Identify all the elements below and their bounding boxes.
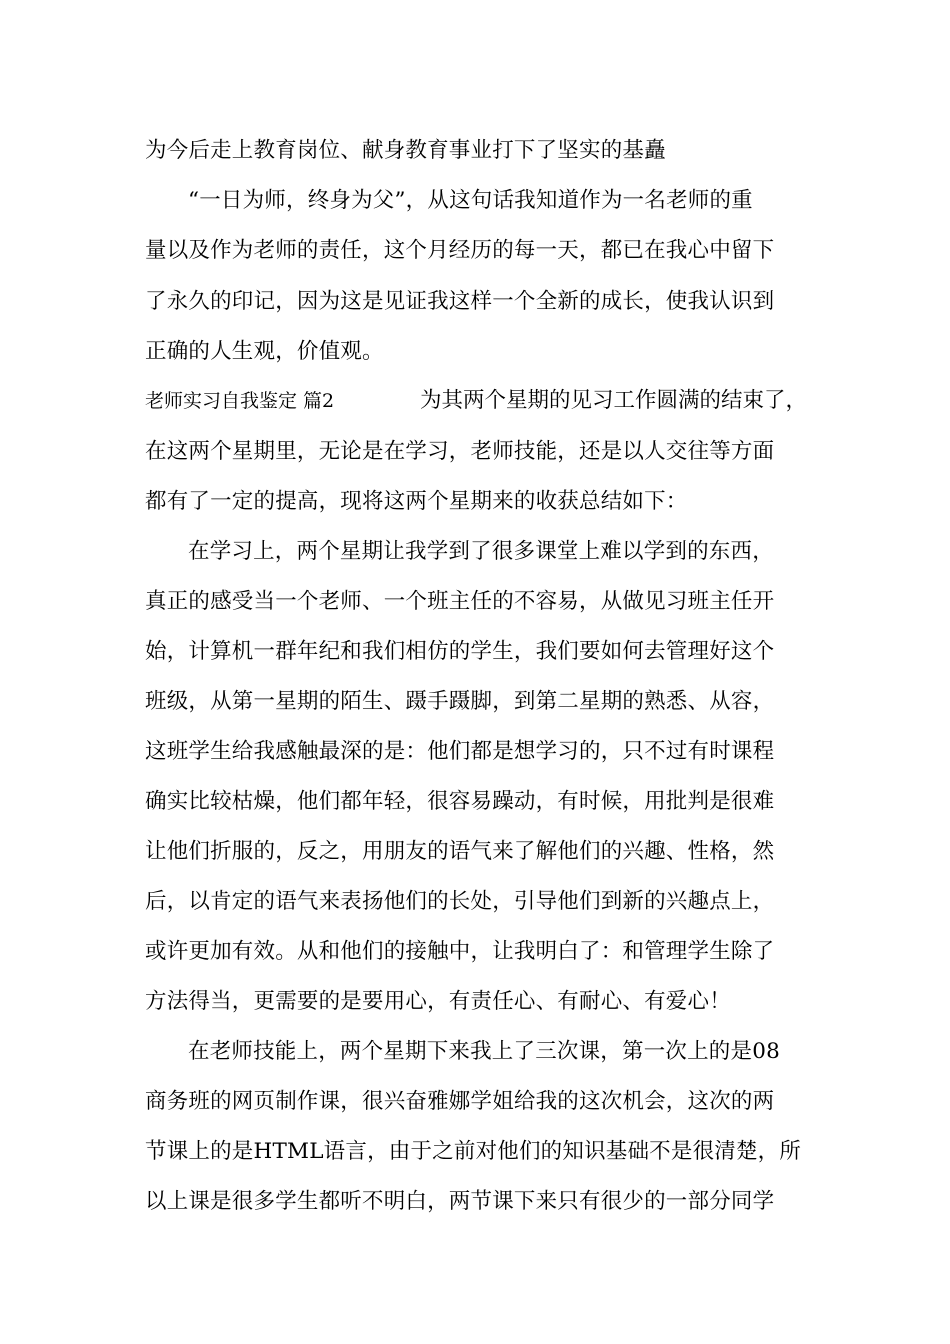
text-line: 都有了一定的提高，现将这两个星期来的收获总结如下：: [145, 489, 688, 514]
text-line: 这班学生给我感触最深的是：他们都是想学习的，只不过有时课程: [145, 739, 775, 764]
text-line: 节课上的是HTML语言，由于之前对他们的知识基础不是很清楚，所: [145, 1139, 802, 1164]
text-line: 在这两个星期里，无论是在学习，老师技能，还是以人交往等方面: [145, 439, 775, 464]
text-line: 为今后走上教育岗位、献身教育事业打下了坚实的基矗: [145, 138, 666, 163]
text-line: 让他们折服的，反之，用朋友的语气来了解他们的兴趣、性格，然: [145, 839, 775, 864]
text-line: 确实比较枯燥，他们都年轻，很容易躁动，有时候，用批判是很难: [145, 789, 775, 814]
text-line: 在学习上，两个星期让我学到了很多课堂上难以学到的东西，: [188, 539, 774, 564]
text-line: “一日为师，终身为父”，从这句话我知道作为一名老师的重: [188, 188, 753, 213]
text-line: 班级，从第一星期的陌生、蹑手蹑脚，到第二星期的熟悉、从容，: [145, 689, 775, 714]
text-line: 为其两个星期的见习工作圆满的结束了，: [420, 388, 808, 413]
text-line: 后，以肯定的语气来表扬他们的长处，引导他们到新的兴趣点上，: [145, 889, 775, 914]
text-line: 以上课是很多学生都听不明白，两节课下来只有很少的一部分同学: [145, 1189, 775, 1214]
text-line: 或许更加有效。从和他们的接触中，让我明白了：和管理学生除了: [145, 939, 775, 964]
text-line: 方法得当，更需要的是要用心，有责任心、有耐心、有爱心！: [145, 989, 731, 1014]
text-line: 商务班的网页制作课，很兴奋雅娜学姐给我的这次机会，这次的两: [145, 1089, 775, 1114]
text-line: 真正的感受当一个老师、一个班主任的不容易，从做见习班主任开: [145, 589, 775, 614]
text-line: 了永久的印记，因为这是见证我这样一个全新的成长，使我认识到: [145, 289, 775, 314]
text-line: 始，计算机一群年纪和我们相仿的学生，我们要如何去管理好这个: [145, 639, 775, 664]
text-line: 正确的人生观，价值观。: [145, 339, 384, 364]
section-heading: 老师实习自我鉴定 篇2: [145, 390, 335, 412]
text-line: 量以及作为老师的责任，这个月经历的每一天，都已在我心中留下: [145, 238, 775, 263]
text-line: 在老师技能上，两个星期下来我上了三次课，第一次上的是08: [188, 1039, 780, 1064]
